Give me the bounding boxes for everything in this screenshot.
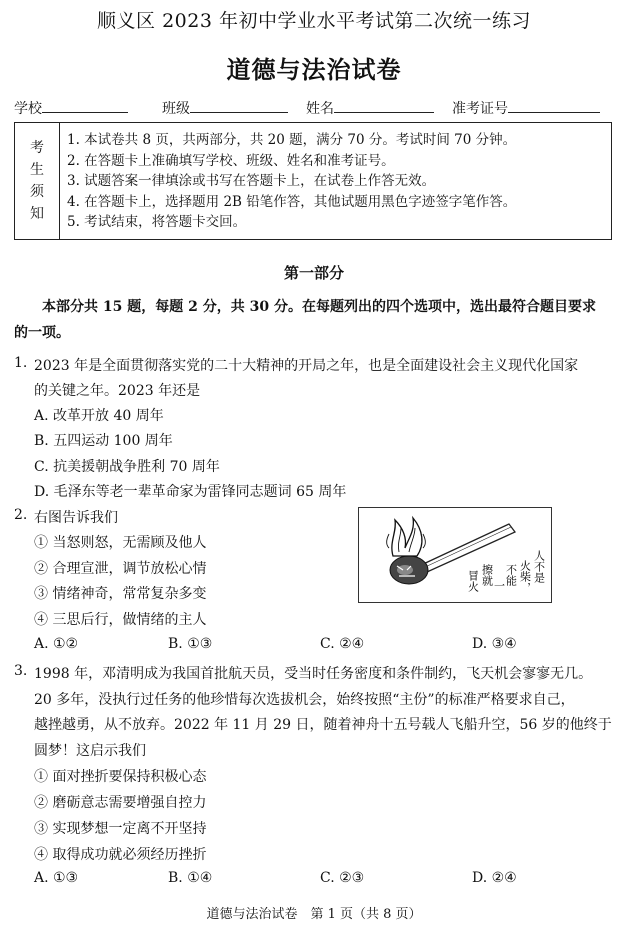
choice-a[interactable]: A. ①②: [34, 636, 79, 652]
question-stem-line: 2023 年是全面贯彻落实党的二十大精神的开局之年，也是全面建设社会主义现代化国家: [34, 358, 579, 374]
school-blank: [42, 98, 128, 113]
question-stem-line: 1998 年，邓清明成为我国首批航天员，受当时任务密度和条件制约，飞天机会寥寥无几。: [34, 666, 593, 682]
question-number: 3.: [14, 663, 28, 679]
question-number: 1.: [14, 355, 28, 371]
question-stem-line: 右图告诉我们: [34, 510, 118, 526]
notice-item: 5. 考试结束，将答题卡交回。: [67, 214, 247, 231]
choice-c[interactable]: C. 抗美援朝战争胜利 70 周年: [34, 459, 220, 475]
name-field: [306, 98, 334, 118]
notice-item: 2. 在答题卡上准确填写学校、班级、姓名和准考证号。: [67, 152, 395, 169]
notice-label-char: 知: [30, 206, 44, 222]
match-cartoon-drawing: [359, 508, 551, 602]
question-stem-line: 越挫越勇，从不放弃。2022 年 11 月 29 日，随着神舟十五号载人飞船升空，56 岁的他终于: [34, 717, 612, 733]
statement-item: ② 合理宣泄，调节放松心情: [34, 561, 207, 577]
choice-b[interactable]: B. ①③: [168, 636, 213, 652]
statement-item: ① 面对挫折要保持积极心态: [34, 769, 207, 785]
statement-item: ① 当怒则怒，无需顾及他人: [34, 535, 207, 551]
choice-a[interactable]: A. ①③: [34, 870, 79, 886]
name-label: 姓名: [306, 101, 334, 117]
class-label: 班级: [162, 101, 190, 117]
answer-options: [34, 870, 628, 890]
choice-c[interactable]: C. ②③: [320, 870, 365, 886]
student-info-fields: [14, 98, 614, 118]
choice-d[interactable]: D. 毛泽东等老一辈革命家为雷锋同志题词 65 周年: [34, 484, 347, 500]
class-blank: [190, 98, 288, 113]
cartoon-caption-col: 人不是: [532, 550, 546, 583]
notice-items: [67, 130, 516, 233]
school-field: [14, 98, 42, 118]
notice-label-char: 须: [30, 184, 44, 200]
exam-id-field: [452, 98, 508, 118]
class-field: [162, 98, 190, 118]
choice-a[interactable]: A. 改革开放 40 周年: [34, 408, 164, 424]
part-title: 第一部分: [283, 264, 344, 282]
notice-label-char: 考: [30, 140, 44, 156]
statement-item: ③ 实现梦想一定离不开坚持: [34, 821, 207, 837]
school-label: 学校: [14, 101, 42, 117]
question-number: 2.: [14, 507, 28, 523]
question-stem-line: 20 多年，没执行过任务的他珍惜每次选拔机会，始终按照“主份”的标准严格要求自己，: [34, 692, 575, 708]
cartoon-caption-col: 冒火: [466, 570, 480, 592]
cartoon-caption-col: 一: [492, 580, 506, 591]
exam-id-label: 准考证号: [452, 101, 508, 117]
statement-item: ② 磨砺意志需要增强自控力: [34, 795, 207, 811]
exam-id-blank: [508, 98, 600, 113]
notice-item: 4. 在答题卡上，选择题用 2B 铅笔作答，其他试题用黑色字迹签字笔作答。: [67, 193, 517, 210]
choice-c[interactable]: C. ②④: [320, 636, 365, 652]
choice-d[interactable]: D. ②④: [472, 870, 517, 886]
match-cartoon-image: [358, 507, 552, 603]
answer-options: [34, 636, 628, 656]
instruction-line: 本部分共 15 题，每题 2 分，共 30 分。在每题列出的四个选项中，选出最符合题目要求: [14, 299, 596, 315]
notice-item: 1. 本试卷共 8 页，共两部分，共 20 题，满分 70 分。考试时间 70 分钟。: [67, 132, 517, 148]
choice-d[interactable]: D. ③④: [472, 636, 517, 652]
question-stem-line: 圆梦！这启示我们: [34, 743, 146, 759]
notice-item: 3. 试题答案一律填涂或书写在答题卡上，在试卷上作答无效。: [67, 173, 436, 190]
statement-item: ④ 三思后行，做情绪的主人: [34, 612, 207, 628]
choice-b[interactable]: B. 五四运动 100 周年: [34, 433, 173, 449]
exam-title: 顺义区 2023 年初中学业水平考试第二次统一练习: [97, 10, 531, 32]
exam-subject-title: 道德与法治试卷: [226, 56, 402, 84]
name-blank: [334, 98, 434, 113]
notice-label: [15, 123, 60, 239]
notice-label-char: 生: [30, 162, 44, 178]
part-instructions: [14, 294, 614, 346]
statement-item: ③ 情绪神奇，常常复杂多变: [34, 586, 207, 602]
cartoon-caption-col: 擦就: [480, 564, 494, 586]
choice-b[interactable]: B. ①④: [168, 870, 213, 886]
question-stem-line: 的关键之年。2023 年还是: [34, 383, 201, 399]
cartoon-caption-col: 不能: [504, 564, 518, 586]
instruction-line: 的一项。: [14, 325, 70, 341]
candidate-notice-box: [14, 122, 612, 240]
cartoon-caption-col: 火柴，: [518, 560, 532, 593]
page-footer: 道德与法治试卷 第 1 页（共 8 页）: [206, 907, 422, 922]
statement-item: ④ 取得成功就必须经历挫折: [34, 847, 207, 863]
